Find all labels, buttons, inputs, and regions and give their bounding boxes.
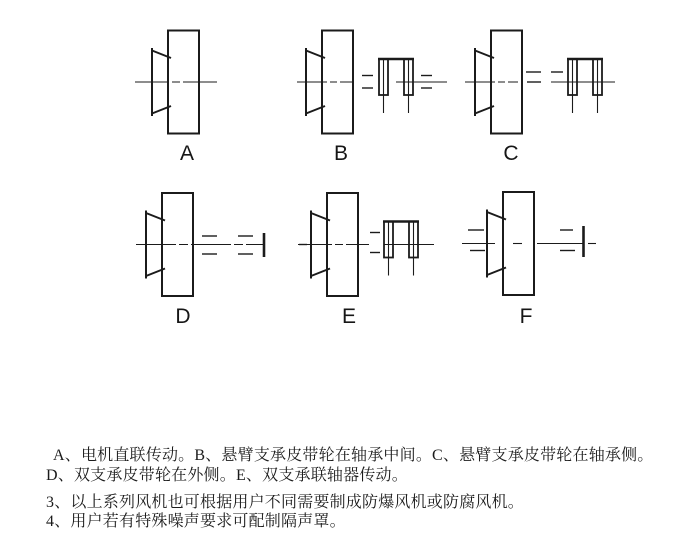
belt-break-dashes-left	[468, 230, 485, 251]
bearing-block-symbol	[567, 59, 603, 113]
bearing-block-symbol	[383, 222, 419, 276]
diagram-e-double-support-coupling	[298, 193, 434, 296]
diagram-b-cantilever-pulley-middle	[297, 31, 447, 134]
diagram-label-c: C	[503, 142, 519, 165]
diagram-f-arrangement	[462, 192, 596, 295]
belt-break-dashes-right	[560, 230, 575, 251]
belt-break-dashes	[526, 72, 563, 82]
diagram-a-direct-drive	[135, 31, 217, 134]
diagram-label-a: A	[179, 142, 195, 165]
diagram-c-cantilever-pulley-side	[465, 31, 615, 134]
diagram-label-b: B	[333, 142, 349, 165]
diagram-label-e: E	[341, 305, 357, 328]
bearing-block-symbol	[378, 59, 414, 113]
note-4: 4、用户若有特殊噪声要求可配制隔声罩。	[46, 513, 346, 530]
legend-line-2: D、双支承皮带轮在外侧。E、双支承联轴器传动。	[46, 467, 408, 484]
legend-line-1: A、电机直联传动。B、悬臂支承皮带轮在轴承中间。C、悬臂支承皮带轮在轴承侧。	[53, 447, 654, 464]
belt-break-dashes	[370, 233, 380, 253]
diagram-d-double-support-pulley-outside	[136, 193, 307, 296]
diagram-label-d: D	[175, 305, 191, 328]
note-3: 3、以上系列风机也可根据用户不同需要制成防爆风机或防腐风机。	[46, 494, 525, 511]
diagram-label-f: F	[519, 305, 533, 328]
